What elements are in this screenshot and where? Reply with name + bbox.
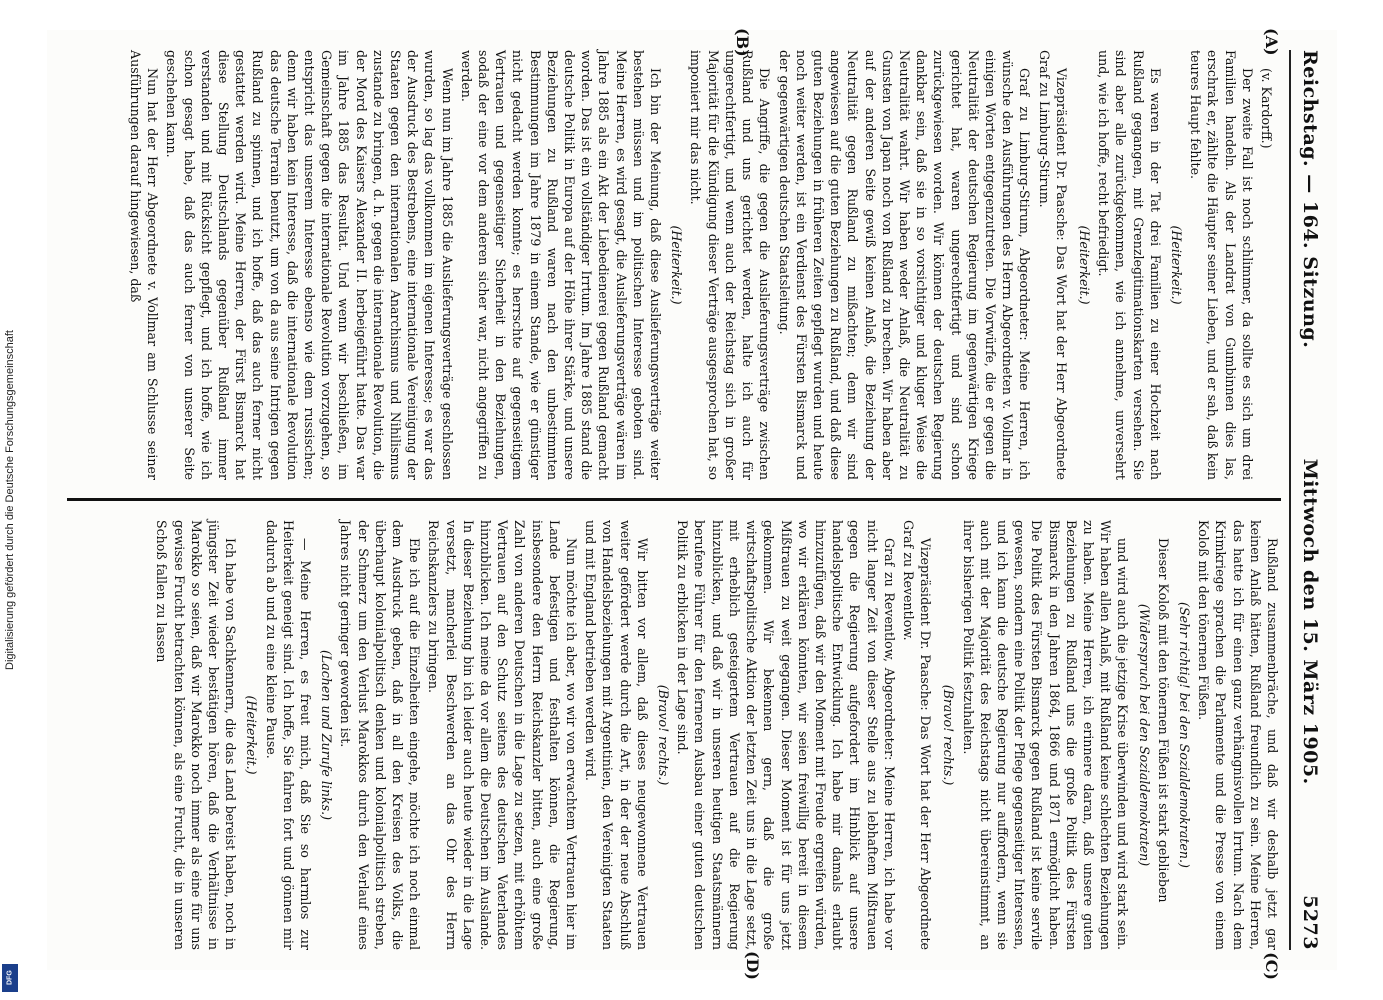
margin-marker-d: (D): [742, 950, 762, 980]
funding-side-note: [0, 0, 20, 1000]
page-header: [1295, 50, 1325, 950]
header-left: Reichstag. — 164. Sitzung.: [1298, 50, 1321, 349]
paragraph: Ich habe von Sachkennern, die das Land bereist haben, noch in jüngster Zeit wieder bestätigen hören, daß die Verhältnisse in Marokko so seien, daß wir Marokko noch immer als eine für uns gewisse Frucht betrachten können, als eine Frucht, die in unseren Schoß fallen zu lassen: [153, 520, 238, 950]
header-rule: [1289, 50, 1291, 950]
dfg-logo: DFG: [2, 964, 18, 992]
interjection-note: (Heiterkeit.): [1168, 225, 1184, 305]
paragraph: Wir bitten vor allem, daß dieses neugewonnene Vertrauen weiter gefördert werde durch die Art, in der der neue Abschluß von Handelsbeziehungen mit Argentinien, den Vereinigten Staaten und mit England betrieben werden wird.: [582, 520, 650, 950]
left-column: [67, 50, 1281, 480]
paragraph: Der zweite Fall ist noch schlimmer, da sollte es sich um drei Familien handeln. Als der Landrat von Gumbinnen dies las, erschrak er, zählte die Häupter seiner Lieben, und er sah, daß kein teures Haupt fehlte.: [1187, 50, 1255, 480]
column-divider: [67, 498, 1281, 501]
margin-marker-c: (C): [1261, 952, 1281, 980]
interjection-note: (Sehr richtig! bei den Sozialdemokraten.): [1176, 602, 1192, 868]
interjection-note: (Heiterkeit.): [243, 695, 259, 775]
interjection-note: (Bravo! rechts.): [940, 684, 956, 786]
right-column: [67, 520, 1281, 950]
paragraph: Ich bin der Meinung, daß diese Auslieferungsverträge weiter bestehen müssen und im politischen Interesse geboten sind. Meine Herren, es wird gesagt, die Auslieferungsverträge wären im Jahre 1885 als ein Akt der Liebedienerei gegen Rußland gemacht worden. Das ist ein vollständiger Irrtum. Im Jahre 1885 stand die deutsche Politik in Europa auf der Höhe ihrer Stärke, und unsere Beziehungen zu Rußland waren nach den unbestimmten Bestimmungen im Jahre 1879 in einem Stande, wie er günstiger nicht gedacht werden konnte; es herrschte auf gegenseitigem Vertrauen und gegenseitiger Sicherheit in den Beziehungen, sodaß der eine vor dem anderen sicher war, nicht angegriffen zu werden.: [458, 50, 663, 480]
paragraph: Ehe ich auf die Einzelheiten eingehe, möchte ich noch einmal dem Ausdruck geben, daß in all den Kreisen des Volks, die überhaupt kolonialpolitisch denken und kolonialpolitisch streben, der Schmerz um den Verlust Marokkos durch den Verlauf eines Jahres nicht geringer geworden ist.: [337, 520, 422, 950]
interjection-note: (Heiterkeit.): [1076, 225, 1092, 305]
speaker-line: (v. Kardorff.): [1258, 68, 1274, 149]
paragraph: Graf zu Reventlow, Abgeordneter: Meine Herren, ich habe vor nicht langer Zeit von dieser Stelle aus zu lebhaftem Mißtrauen gegen die Regierung aufgefordert im Hinblick auf unsere handelspolitische Entwicklung. Ich habe mir damals erlaubt hinzuzufügen, daß wir den Moment mit Freude ergreifen würden, wo wir erklären könnten, wir seien freiwillig bereit in diesem Mißtrauen zu weit gegangen. Dieser Moment ist für uns jetzt gekommen. Wir bekennen gern, daß die große wirtschaftspolitische Aktion der letzten Zeit uns in die Lage setzt, mit erheblich gesteigertem Vertrauen auf die Regierung hinzublicken, und daß wir in unseren heutigen Staatsmännern berufene Führer für den ferneren Ausbau einer guten deutschen Politik zu erblicken in der Lage sind.: [674, 520, 897, 950]
paragraph: Wenn nun im Jahre 1885 die Auslieferungsverträge geschlossen wurden, so lag das vollkommen im eigenen Interesse; es war das der Ausdruck des Bestrebens, eine internationale Vereinigung der Staaten gegen den internationalen Anarchismus und Nihilismus zustande zu bringen, d. h. gegen die internationale Revolution, die der Mord des Kaisers Alexander II. herbeigeführt hatte. Das war im Jahre 1885 das Resultat. Und wenn wir beschließen, im Gemeinschaft gegen die internationale Revolution vorzugehen, so entspricht das unserem Interesse ebenso wie dem russischen; denn wir haben kein Interesse, daß die internationale Revolution das deutsche Terrain benutzt, um von da aus seine Intrigen gegen Rußland zu spinnen, und ich hoffe, daß das auch ferner nicht gestattet werden wird. Meine Herren, der Fürst Bismarck hat diese Stellung Deutschlands gegenüber Rußland immer verstanden und mit Rücksicht gepflegt, und ich hoffe, wie ich schon gesagt habe, daß das auch ferner von unserer Seite geschehen kann.: [163, 50, 455, 480]
margin-marker-a: (A): [1261, 28, 1281, 56]
paragraph: Graf zu Limburg-Stirum, Abgeordneter: Meine Herren, ich wünsche den Ausführungen des Herrn Abgeordneten v. Vollmar in einigen Worten entgegenzutreten. Die Vorwürfe, die er gegen die Neutralität der deutschen Regierung im gegenwärtigen Kriege gerichtet hat, waren ungerechtfertigt und sind schon zurückgewiesen worden. Wir können der deutschen Regierung dankbar sein, daß sie in so vorsichtiger und kluger Weise die Neutralität wahrt. Wir haben weder Anlaß, die Neutralität zu Gunsten von Japan noch von Rußland zu brechen. Wir haben aber auf der anderen Seite gewiß keinen Anlaß, die Beziehung der Neutralität gegen Rußland zu mißachten; denn wir sind angewiesen auf die guten Beziehungen zu Rußland, und daß diese guten Beziehungen in früheren Zeiten gepflegt wurden und heute noch weiter werden, ist ein Verdienst des Fürsten Bismarck und der gegenwärtigen deutschen Staatsleitung.: [776, 50, 1032, 480]
header-date: Mittwoch den 15. März 1905.: [1298, 458, 1321, 785]
paragraph: Dieser Koloß mit den tönernen Füßen ist stark geblieben: [1155, 538, 1171, 903]
interjection-note: (Widerspruch bei den Sozialdemokraten): [1136, 603, 1152, 867]
margin-marker-b: (B): [732, 28, 752, 57]
paragraph: Rußland zusammenbräche, und daß wir deshalb jetzt gar keinen Anlaß hätten, Rußland freundlich zu sein. Meine Herren, das hatte ich für einen ganz verhängnisvollen Irrtum. Nach dem Krimkriege sprachen die Parlamente und die Presse von einem Koloß mit den tönernen Füßen.: [1195, 520, 1280, 950]
paragraph: Die Angriffe, die gegen die Auslieferungsverträge zwischen Rußland und uns gerichtet werden, halte ich auch für ungerechtfertigt, und wenn auch der Reichstag sich in großer Majorität für die Kündigung dieser Verträge ausgesprochen hat, so imponiert mir das nicht.: [688, 50, 772, 480]
funding-text: Digitalisierung gefördert durch die Deutsche Forschungsgemeinschaft: [4, 330, 16, 670]
interjection-note: (Heiterkeit.): [668, 225, 684, 305]
document-page: [47, 28, 1337, 980]
paragraph: Nun hat der Herr Abgeordnete v. Vollmar am Schlusse seiner Ausführungen darauf hingewiesen, daß: [127, 50, 160, 480]
speaker-line: Vizepräsident Dr. Paasche: Das Wort hat der Herr Abgeordnete Graf zu Limburg-Stirum.: [1036, 50, 1069, 480]
paragraph: Nun möchte ich aber, wo wir von erwachtem Vertrauen hier im Lande befestigen und festhalten können, die Regierung, insbesondere den Herrn Reichskanzler bitten, auch eine große Zahl von anderen Deutschen in die Lage zu setzen, mit erhöhtem Vertrauen auf den Schutz seitens des deutschen Vaterlandes hinzublicken. Ich meine da vor allem die Deutschen im Auslande. In dieser Beziehung bin ich leider auch heute wieder in die Lage versetzt, mancherlei Beschwerden an das Ohr des Herrn Reichskanzlers zu bringen.: [425, 520, 579, 950]
page-number: 5273: [1298, 895, 1321, 950]
interjection-note: (Lachen und Zurufe links.): [318, 649, 334, 821]
speaker-line: Vizepräsident Dr. Paasche: Das Wort hat der Herr Abgeordnete Graf zu Reventlow.: [900, 520, 933, 950]
paragraph: Es waren in der Tat drei Familien zu einer Hochzeit nach Rußland gegangen, mit Grenzlegitimationskarten versehen. Sie sind aber alle zurückgekommen, wie ich annehme, unversehrt und, wie ich hoffe, recht befriedigt.: [1095, 50, 1163, 480]
paragraph: — Meine Herren, es freut mich, daß Sie so harmlos zur Heiterkeit geneigt sind. Ich hoffe, Sie fahren fort und gönnen mir dadurch ab und zu eine kleine Pause.: [263, 520, 313, 950]
paragraph: und wird auch die jetzige Krise überwinden und wird stark sein. Wir haben allen Anlaß, mit Rußland keine schlechten Beziehungen zu haben. Meine Herren, ich erinnere daran, daß unsere guten Beziehungen zu Rußland uns die große Politik des Fürsten Bismarck in den Jahren 1864, 1866 und 1871 ermöglicht haben. Die Politik des Fürsten Bismarck gegen Rußland ist keine servile gewesen, sondern eine Politik der Pflege gegenseitiger Interessen, und ich kann die deutsche Regierung nur auffordern, wenn sie auch mit der Majorität des Reichstags nicht übereinstimmt, an ihrer bisherigen Politik festzuhalten.: [960, 520, 1130, 950]
interjection-note: (Bravo! rechts.): [655, 684, 671, 786]
